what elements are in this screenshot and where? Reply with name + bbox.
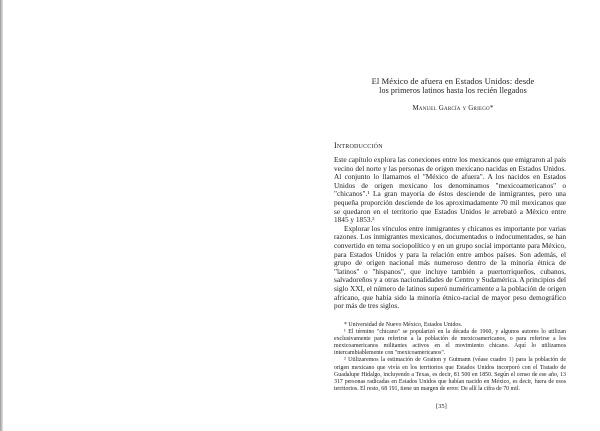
page-number: [35] <box>436 403 447 410</box>
footnote-2: ² Utilizaremos la estimación de Gratton y Gutmann (véase cuadro 1) para la población de origen mexicano que vivía en los territorios que Estados Unidos incorporó con el Tratado de Guadalupe Hidalgo, incluyendo a Texas, es decir, 81 500 en 1850. Según el censo de ese año, 13 317 personas radicadas en Estados Unidos que habían nacido en México, es decir, fuera de esos territorios. El resto, 68 191, tiene un margen de error. De allí la cifra de 70 mil. <box>334 357 566 392</box>
chapter-title-line-1: El México de afuera en Estados Unidos: desde <box>371 76 535 86</box>
author-name: Manuel García y Griego* <box>412 104 494 112</box>
chapter-title-line-2: los primeros latinos hasta los recién llegados <box>379 86 527 95</box>
footnotes <box>334 322 566 393</box>
chapter-title-block <box>330 76 576 112</box>
footnote-1: ¹ El término "chicano" se popularizó en la década de 1960, y algunos autores lo utilizan exclusivamente para referirse a la población de mexicoamericanos, o para referirse a los mexicoamericanos militantes activos en el movimiento chicano. Aquí lo utilizamos intercambiablemente con "mexicoamericanos". <box>334 329 566 357</box>
paragraph-1: Este capítulo explora las conexiones entre los mexicanos que emigraron al país vecino del norte y las personas de origen mexicano nacidas en Estados Unidos. Al conjunto lo llamamos el "México de afuera". A los nacidos en Estados Unidos de origen mexicano los denominamos "mexicoamericanos" o "chicanos".¹ La gran mayoría de éstos desciende de inmigrantes, pero una pequeña proporción desciende de los aproximadamente 70 mil mexicanos que se quedaron en el territorio que Estados Unidos le arrebató a México entre 1845 y 1853.² <box>334 155 566 225</box>
section-heading: Introducción <box>334 141 383 150</box>
footnote-affiliation: * Universidad de Nuevo México, Estados Unidos. <box>344 322 463 328</box>
body-text <box>334 156 566 311</box>
paragraph-2: Explorar los vínculos entre inmigrantes y chicanos es importante por varias razones. Los inmigrantes mexicanos, documentados o indocumentados, se han convertido en tema sociopolítico y en un grupo social importante para México, para Estados Unidos y para la relación entre ambos países. Son además, el grupo de origen nacional más numeroso dentro de la minoría étnica de "latinos" o "hispanos", que incluye también a puertorriqueños, cubanos, salvadoreños y a otras nacionalidades de Centro y Sudamérica. A principios del siglo XXI, el número de latinos superó numéricamente a la población de origen africano, que había sido la minoría étnico-racial de mayor peso demográfico por más de tres siglos. <box>334 223 567 311</box>
book-gutter-shadow <box>0 0 3 431</box>
